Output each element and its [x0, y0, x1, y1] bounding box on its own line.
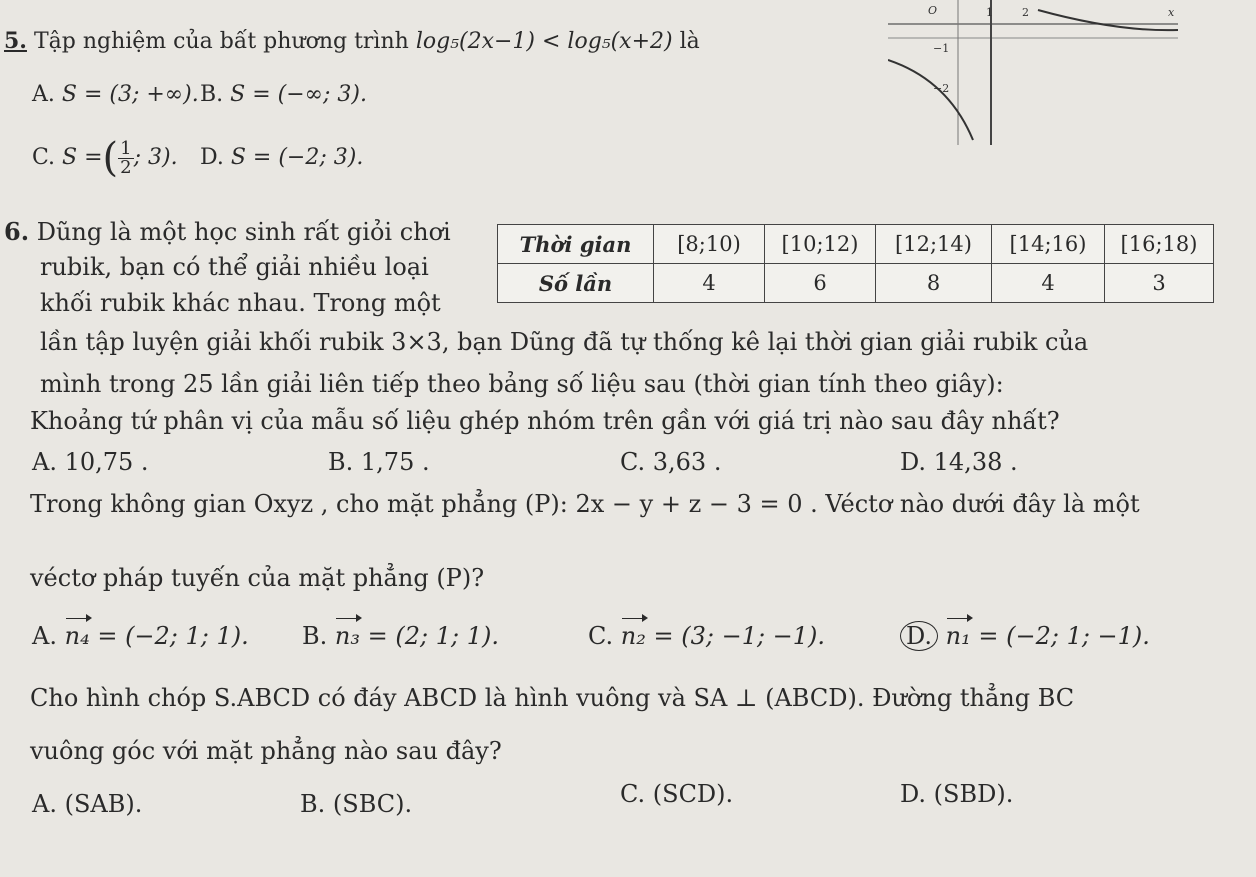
vector-n3: n₃: [334, 622, 360, 650]
question-5-option-a: A. S = (3; +∞).: [32, 82, 199, 107]
frequency-table: [497, 224, 1214, 303]
question-8-option-c: C. (SCD).: [620, 780, 734, 808]
question-7-line-2: véctơ pháp tuyến của mặt phẳng (P)?: [30, 564, 485, 592]
table-cell: 3: [1105, 264, 1214, 303]
question-6-line-6: Khoảng tứ phân vị của mẫu số liệu ghép nhóm trên gần với giá trị nào sau đây nhất?: [30, 407, 1060, 435]
question-5-option-b: B. S = (−∞; 3).: [200, 82, 367, 107]
tick-y-minus1: −1: [933, 42, 950, 55]
graph-curve-left: [888, 60, 973, 140]
vector-n2: n₂: [620, 622, 646, 650]
table-cell: [8;10): [654, 225, 765, 264]
vector-n1: n₁: [945, 622, 971, 650]
question-6-option-d: D. 14,38 .: [900, 448, 1018, 476]
tick-x2: 2: [1022, 6, 1029, 19]
circled-answer-d: D.: [900, 621, 938, 651]
graph-curve-top: [1038, 10, 1178, 30]
table-cell: 6: [765, 264, 876, 303]
question-5-number: 5.: [4, 28, 27, 54]
question-6-line-2: rubik, bạn có thể giải nhiều loại: [40, 253, 429, 281]
question-7-option-a: A. n₄ = (−2; 1; 1).: [32, 622, 249, 650]
question-6-option-b: B. 1,75 .: [328, 448, 430, 476]
table-cell: [14;16): [992, 225, 1105, 264]
question-6-line-3: khối rubik khác nhau. Trong một: [40, 289, 441, 317]
question-6-line-1: 6. Dũng là một học sinh rất giỏi chơi: [4, 217, 451, 246]
question-5-text: Tập nghiệm của bất phương trình: [33, 29, 409, 54]
question-5-option-d: D. S = (−2; 3).: [200, 145, 364, 170]
question-7-option-b: B. n₃ = (2; 1; 1).: [302, 622, 499, 650]
question-6-option-a: A. 10,75 .: [32, 448, 149, 476]
question-5-stem: [4, 28, 700, 54]
question-5-option-c: C. S =( $\frac{1}{2}$ ; 3).: [32, 135, 178, 181]
tick-x1: 1: [986, 6, 993, 19]
question-8-option-a: A. (SAB).: [32, 790, 143, 818]
question-7-option-d: D. n₁ = (−2; 1; −1).: [900, 622, 1150, 650]
tick-y-minus2: −2: [933, 82, 950, 95]
question-5-tail: là: [679, 29, 700, 54]
question-7-option-c: C. n₂ = (3; −1; −1).: [588, 622, 826, 650]
question-8-line-2: vuông góc với mặt phẳng nào sau đây?: [30, 737, 502, 765]
question-8-line-1: Cho hình chóp S.ABCD có đáy ABCD là hình vuông và SA ⊥ (ABCD). Đường thẳng BC: [30, 684, 1075, 712]
table-row-count: [498, 264, 1214, 303]
table-cell: 8: [876, 264, 992, 303]
table-header-count: Số lần: [498, 264, 654, 303]
tick-x-label: x: [1168, 6, 1175, 19]
question-6-option-c: C. 3,63 .: [620, 448, 722, 476]
table-cell: 4: [654, 264, 765, 303]
question-7-line-1: Trong không gian Oxyz , cho mặt phẳng (P): 2x − y + z − 3 = 0 . Véctơ nào dưới đây là một: [30, 490, 1140, 518]
table-cell: 4: [992, 264, 1105, 303]
table-cell: [12;14): [876, 225, 992, 264]
question-8-option-d: D. (SBD).: [900, 780, 1014, 808]
vector-n4: n₄: [64, 622, 90, 650]
table-cell: [16;18): [1105, 225, 1214, 264]
tick-origin: O: [928, 4, 938, 17]
question-6-line-5: mình trong 25 lần giải liên tiếp theo bảng số liệu sau (thời gian tính theo giây):: [40, 370, 1004, 398]
question-6-line-4: lần tập luyện giải khối rubik 3×3, bạn Dũng đã tự thống kê lại thời gian giải rubik của: [40, 328, 1089, 356]
table-cell: [10;12): [765, 225, 876, 264]
function-graph: [888, 0, 1178, 145]
question-8-option-b: B. (SBC).: [300, 790, 413, 818]
fraction-one-half: $\frac{1}{2}$: [120, 137, 132, 178]
question-5-inequality: log₅(2x−1) < log₅(x+2): [415, 29, 673, 54]
table-row-time: [498, 225, 1214, 264]
table-header-time: Thời gian: [498, 225, 654, 264]
